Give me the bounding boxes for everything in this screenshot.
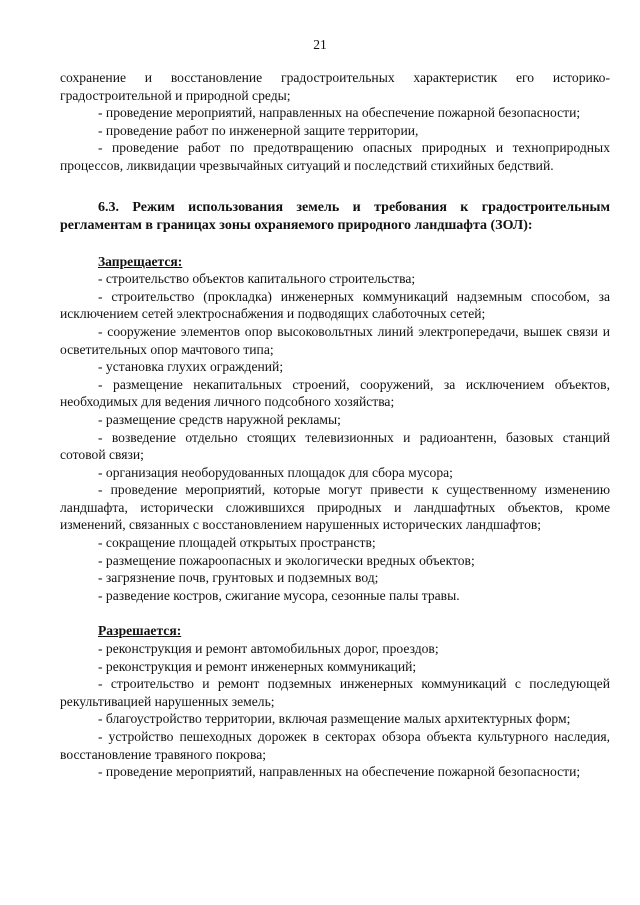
allowed-item: - реконструкция и ремонт автомобильных дорог, проездов; — [98, 641, 439, 657]
prohibited-item: - сооружение элементов опор высоковольтных линий электропередачи, вышек связи и осветительных опор мачтового типа; — [60, 323, 610, 357]
prohibited-item: - организация необорудованных площадок для сбора мусора; — [98, 464, 453, 480]
allowed-item: - благоустройство территории, включая размещение малых архитектурных форм; — [98, 711, 571, 727]
prohibited-item: - загрязнение почв, грунтовых и подземных вод; — [98, 570, 379, 586]
prohibited-item: - возведение отдельно стоящих телевизионных и радиоантенн, базовых станций сотовой связи; — [60, 429, 610, 463]
prohibited-item: - сокращение площадей открытых пространств; — [98, 535, 376, 551]
section-heading: 6.3. Режим использования земель и требования к градостроительным регламентам в границах зоны охраняемого природного ландшафта (ЗОЛ): — [60, 199, 610, 233]
allowed-item: - устройство пешеходных дорожек в секторах обзора объекта культурного наследия, восстановление травяного покрова; — [60, 729, 610, 762]
prohibited-item: - строительство объектов капитального строительства; — [98, 271, 416, 287]
allowed-item: - реконструкция и ремонт инженерных коммуникаций; — [98, 658, 417, 674]
prohibited-item: - установка глухих ограждений; — [98, 359, 284, 375]
intro-list-item: - проведение мероприятий, направленных на обеспечение пожарной безопасности; — [98, 105, 581, 121]
allowed-item: - строительство и ремонт подземных инженерных коммуникаций с последующей рекультивацией нарушенных земель; — [60, 676, 610, 709]
allowed-title: Разрешается: — [98, 623, 182, 639]
prohibited-item: - размещение средств наружной рекламы; — [98, 411, 341, 427]
document-body — [60, 69, 610, 781]
intro-list-item: - проведение работ по инженерной защите территории, — [98, 122, 419, 138]
prohibited-item: - проведение мероприятий, которые могут привести к существенному изменению ландшафта, исторически сложившихся природных и ландшафтных объектов, кроме изменений, связанных с восстановлением нарушенных исторических ландшафтов; — [60, 482, 610, 533]
page-number: 21 — [313, 37, 327, 52]
prohibited-item: - размещение некапитальных строений, сооружений, за исключением объектов, необходимых для ведения личного подсобного хозяйства; — [60, 376, 610, 410]
prohibited-item: - размещение пожароопасных и экологически вредных объектов; — [98, 552, 475, 568]
prohibited-item: - строительство (прокладка) инженерных коммуникаций надземным способом, за исключением сетей электроснабжения и подводящих слаботочных сетей; — [60, 288, 610, 322]
intro-list-item: - проведение работ по предотвращению опасных природных и технoприродных процессов, ликвидации чрезвычайных ситуаций и последствий стихийных бедствий. — [60, 140, 610, 173]
prohibited-title: Запрещается: — [98, 253, 183, 269]
prohibited-item: - разведение костров, сжигание мусора, сезонные палы травы. — [98, 587, 460, 603]
intro-paragraph: сохранение и восстановление градостроительных характеристик его историко-градостроительной и природной среды; — [60, 70, 610, 103]
allowed-item: - проведение мероприятий, направленных на обеспечение пожарной безопасности; — [98, 764, 581, 780]
